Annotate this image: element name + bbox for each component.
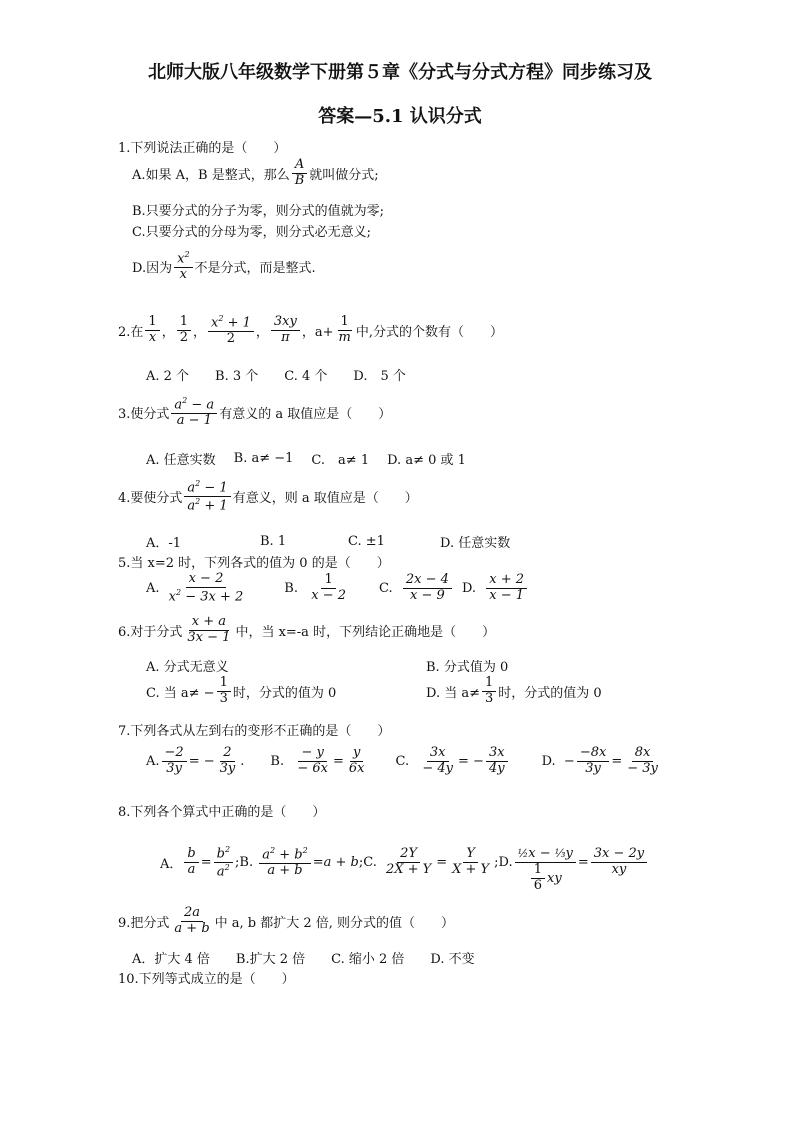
q6-stem: 6.对于分式 $\frac{x + a}{3x - 1}$ 中，当 x=-a 时，下列结论正确地是（ ） <box>118 614 496 645</box>
q4-stem: 4.要使分式 $\frac{a^2 - 1}{a^2 + 1}$ 有意义，则 a 取值应是（ ） <box>118 479 418 514</box>
q9-stem: 9.把分式 $\frac{2a}{a + b}$ 中 a, b 都扩大 2 倍, 则分式的值（ ） <box>118 905 455 936</box>
q6-option-c: C. 当 a≠ − $\frac{1}{3}$ 时，分式的值为 0 <box>146 675 337 706</box>
q1-option-b: B.只要分式的分子为零，则分式的值就为零; <box>132 204 385 219</box>
q3-options: A. 任意实数 B. a≠ −1 C. a≠ 1 D. a≠ 0 或 1 <box>146 451 466 468</box>
q7-stem: 7.下列各式从左到右的变形不正确的是（ ） <box>118 724 391 739</box>
fraction-a-over-b: $\frac{A}{B}$ <box>292 158 308 189</box>
q8-options: A． $\frac{b}{a}$ = $\frac{b^2}{a^2}$ ;B. $\frac{a^2 + b^2}{a + b}$ = a + b ;C. $\frac{2Y}{2X + Y}$ = $\frac{Y}{X + Y}$ ;D. ½x − ⅓y $\frac{1}{6}$ xy = $\frac{3x - 2y}{xy}$ <box>160 831 649 894</box>
q3-stem: 3.使分式 $\frac{a^2 - a}{a - 1}$ 有意义的 a 取值应是（ ） <box>118 396 392 429</box>
title-line-2: 答案—5.1 认识分式 <box>318 106 482 127</box>
q1-option-c: C.只要分式的分母为零，则分式必无意义; <box>132 225 371 240</box>
fraction-x2-over-x: $\frac{x^2}{x}$ <box>174 250 192 283</box>
q8-stem: 8.下列各个算式中正确的是（ ） <box>118 805 326 820</box>
q9-options: A．扩大 4 倍 B.扩大 2 倍 C. 缩小 2 倍 D. 不变 <box>132 952 475 967</box>
q4-options: A．-1 B. 1 C. ±1 D. 任意实数 <box>146 534 511 551</box>
q10-stem: 10.下列等式成立的是（ ） <box>118 972 295 987</box>
q2-options: A. 2 个 B. 3 个 C. 4 个 D. 5 个 <box>146 369 406 384</box>
q2-stem: 2.在 $\frac{1}{x}$ ， $\frac{1}{2}$ ， $\frac{x^2 + 1}{2}$ ， $\frac{3xy}{\pi}$ ，a+ $\frac{1}{m}$ 中,分式的个数有（ ） <box>118 314 503 347</box>
q6-option-d: D. 当 a≠ $\frac{1}{3}$ 时，分式的值为 0 <box>426 675 602 706</box>
title-line-1: 北师大版八年级数学下册第５章《分式与分式方程》同步练习及 <box>148 62 652 83</box>
q7-options: A. $\frac{-2}{3y}$ = − $\frac{2}{3y}$ . B. $\frac{- y}{- 6x}$ = $\frac{y}{6x}$ C. $\frac{3x}{- 4y}$ = − $\frac{3x}{4y}$ D. − $\frac{-8x}{3y}$ = $\frac{8x}{- 3y}$ <box>146 745 658 776</box>
q1-option-d: D.因为 $\frac{x^2}{x}$ 不是分式，而是整式. <box>132 250 316 283</box>
q5-stem: 5.当 x=2 时，下列各式的值为 0 的是（ ） <box>118 556 390 571</box>
q1-option-a: A.如果 A，B 是整式，那么 $\frac{A}{B}$ 就叫做分式; <box>132 157 379 188</box>
q6-option-b: B. 分式值为 0 <box>426 660 509 675</box>
q5-options: A. $\frac{x - 2}{x^2 - 3x + 2}$ B. $\frac{1}{x - 2}$ C. $\frac{2x - 4}{x - 9}$ D. $\frac{x + 2}{x - 1}$ <box>146 572 529 605</box>
q1-stem: 1.下列说法正确的是（ ） <box>118 141 287 156</box>
q6-option-a: A. 分式无意义 <box>146 660 229 675</box>
